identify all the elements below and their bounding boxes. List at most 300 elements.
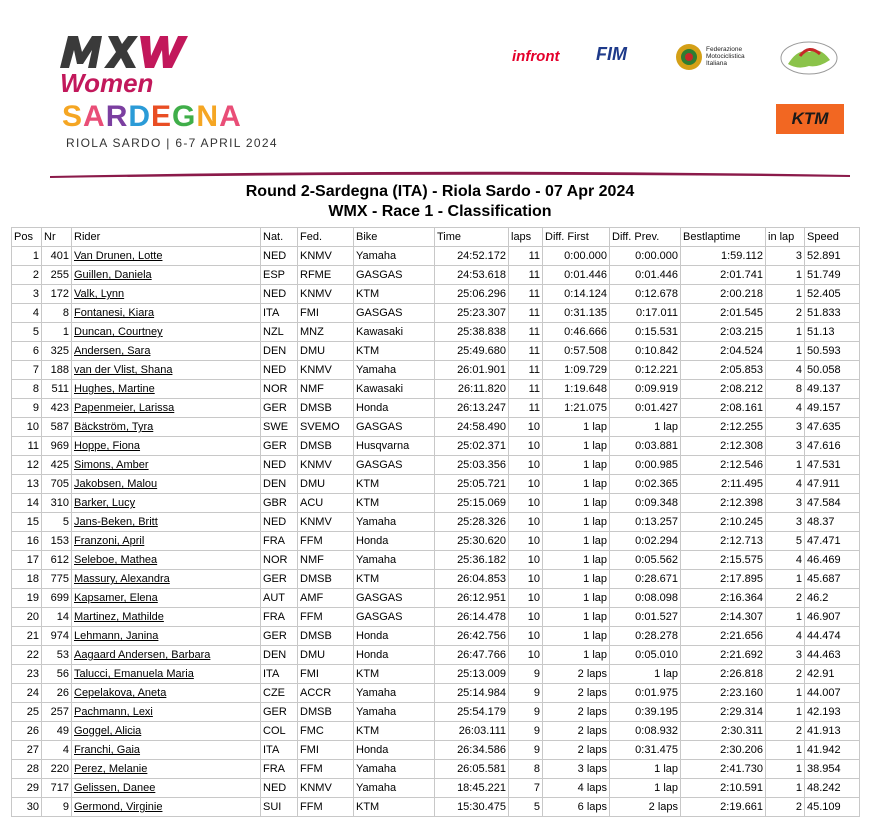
rider-link[interactable]: Valk, Lynn (72, 285, 261, 304)
nr-cell: 255 (42, 266, 72, 285)
bestlaptime-cell: 2:16.364 (681, 589, 766, 608)
laps-cell: 11 (509, 323, 543, 342)
speed-cell: 50.593 (805, 342, 860, 361)
in-lap-cell: 1 (766, 760, 805, 779)
laps-cell: 9 (509, 665, 543, 684)
diff-first-cell: 1 lap (543, 570, 610, 589)
bike-cell: Yamaha (354, 361, 435, 380)
diff-prev-cell: 0:28.278 (610, 627, 681, 646)
bike-cell: GASGAS (354, 456, 435, 475)
speed-cell: 41.942 (805, 741, 860, 760)
nr-cell: 717 (42, 779, 72, 798)
fed-cell: SVEMO (298, 418, 354, 437)
diff-prev-cell: 0:05.562 (610, 551, 681, 570)
fmi-emblem-icon (674, 42, 704, 72)
rider-link[interactable]: van der Vlist, Shana (72, 361, 261, 380)
nat-cell: GBR (261, 494, 298, 513)
rider-link[interactable]: Franchi, Gaia (72, 741, 261, 760)
diff-prev-cell: 0:08.932 (610, 722, 681, 741)
in-lap-cell: 1 (766, 456, 805, 475)
rider-link[interactable]: Guillen, Daniela (72, 266, 261, 285)
nr-cell: 511 (42, 380, 72, 399)
bike-cell: GASGAS (354, 608, 435, 627)
table-row (12, 722, 860, 741)
rider-link[interactable]: Duncan, Courtney (72, 323, 261, 342)
fed-cell: FMC (298, 722, 354, 741)
nr-cell: 153 (42, 532, 72, 551)
in-lap-cell: 4 (766, 627, 805, 646)
fed-cell: DMU (298, 646, 354, 665)
speed-cell: 50.058 (805, 361, 860, 380)
rider-link[interactable]: Kapsamer, Elena (72, 589, 261, 608)
sardegna-logo-text: SARDEGNA (62, 100, 242, 133)
nat-cell: GER (261, 570, 298, 589)
table-row (12, 798, 860, 817)
fed-cell: KNMV (298, 456, 354, 475)
table-row (12, 494, 860, 513)
table-row (12, 646, 860, 665)
nat-cell: ITA (261, 741, 298, 760)
in-lap-cell: 1 (766, 741, 805, 760)
diff-prev-cell: 0:28.671 (610, 570, 681, 589)
bestlaptime-cell: 2:11.495 (681, 475, 766, 494)
time-cell: 25:06.296 (435, 285, 509, 304)
bestlaptime-cell: 2:14.307 (681, 608, 766, 627)
diff-prev-cell: 0:01.446 (610, 266, 681, 285)
column-header-diff-prev: Diff. Prev. (610, 228, 681, 247)
bestlaptime-cell: 2:00.218 (681, 285, 766, 304)
bestlaptime-cell: 2:08.212 (681, 380, 766, 399)
time-cell: 26:13.247 (435, 399, 509, 418)
diff-first-cell: 2 laps (543, 684, 610, 703)
bestlaptime-cell: 2:10.245 (681, 513, 766, 532)
pos-cell: 21 (12, 627, 42, 646)
bike-cell: KTM (354, 475, 435, 494)
laps-cell: 9 (509, 703, 543, 722)
time-cell: 25:36.182 (435, 551, 509, 570)
in-lap-cell: 2 (766, 722, 805, 741)
speed-cell: 48.37 (805, 513, 860, 532)
nr-cell: 587 (42, 418, 72, 437)
pos-cell: 30 (12, 798, 42, 817)
speed-cell: 52.891 (805, 247, 860, 266)
rider-link[interactable]: Talucci, Emanuela Maria (72, 665, 261, 684)
laps-cell: 10 (509, 608, 543, 627)
rider-link[interactable]: Martinez, Mathilde (72, 608, 261, 627)
column-header-time: Time (435, 228, 509, 247)
table-row (12, 570, 860, 589)
event-header-banner (10, 0, 868, 178)
rider-link[interactable]: Franzoni, April (72, 532, 261, 551)
in-lap-cell: 4 (766, 399, 805, 418)
table-row (12, 361, 860, 380)
bestlaptime-cell: 2:05.853 (681, 361, 766, 380)
fed-cell: FMI (298, 665, 354, 684)
table-row (12, 399, 860, 418)
rider-link[interactable]: Hughes, Martine (72, 380, 261, 399)
event-date-location: RIOLA SARDO | 6-7 APRIL 2024 (66, 136, 278, 150)
nat-cell: NED (261, 456, 298, 475)
diff-first-cell: 2 laps (543, 722, 610, 741)
classification-table (11, 227, 860, 817)
bike-cell: KTM (354, 665, 435, 684)
fed-cell: KNMV (298, 285, 354, 304)
nat-cell: NED (261, 361, 298, 380)
diff-first-cell: 0:01.446 (543, 266, 610, 285)
bike-cell: Yamaha (354, 513, 435, 532)
rider-link[interactable]: Gelissen, Danee (72, 779, 261, 798)
nr-cell: 49 (42, 722, 72, 741)
pos-cell: 1 (12, 247, 42, 266)
diff-prev-cell: 0:00.000 (610, 247, 681, 266)
nat-cell: NOR (261, 551, 298, 570)
speed-cell: 47.616 (805, 437, 860, 456)
pos-cell: 18 (12, 570, 42, 589)
diff-prev-cell: 0:09.919 (610, 380, 681, 399)
bestlaptime-cell: 2:01.545 (681, 304, 766, 323)
diff-first-cell: 6 laps (543, 798, 610, 817)
time-cell: 25:30.620 (435, 532, 509, 551)
table-row (12, 779, 860, 798)
in-lap-cell: 2 (766, 665, 805, 684)
rider-link[interactable]: Germond, Virginie (72, 798, 261, 817)
pos-cell: 9 (12, 399, 42, 418)
bestlaptime-cell: 2:17.895 (681, 570, 766, 589)
nat-cell: GER (261, 627, 298, 646)
pos-cell: 3 (12, 285, 42, 304)
diff-prev-cell: 0:09.348 (610, 494, 681, 513)
pos-cell: 27 (12, 741, 42, 760)
diff-first-cell: 1 lap (543, 608, 610, 627)
nr-cell: 257 (42, 703, 72, 722)
rider-link[interactable]: Papenmeier, Larissa (72, 399, 261, 418)
diff-first-cell: 1:19.648 (543, 380, 610, 399)
laps-cell: 5 (509, 798, 543, 817)
in-lap-cell: 1 (766, 342, 805, 361)
nr-cell: 4 (42, 741, 72, 760)
diff-first-cell: 1 lap (543, 456, 610, 475)
rider-link[interactable]: Andersen, Sara (72, 342, 261, 361)
diff-first-cell: 1 lap (543, 494, 610, 513)
rider-link[interactable]: Fontanesi, Kiara (72, 304, 261, 323)
time-cell: 25:15.069 (435, 494, 509, 513)
nat-cell: ESP (261, 266, 298, 285)
bike-cell: Yamaha (354, 760, 435, 779)
column-header-pos: Pos (12, 228, 42, 247)
column-header-nat: Nat. (261, 228, 298, 247)
diff-prev-cell: 0:12.678 (610, 285, 681, 304)
speed-cell: 49.157 (805, 399, 860, 418)
diff-prev-cell: 1 lap (610, 760, 681, 779)
fed-cell: FMI (298, 304, 354, 323)
sardegna-region-logo (778, 38, 840, 76)
bestlaptime-cell: 2:12.255 (681, 418, 766, 437)
in-lap-cell: 1 (766, 285, 805, 304)
table-row (12, 608, 860, 627)
table-row (12, 703, 860, 722)
pos-cell: 13 (12, 475, 42, 494)
bestlaptime-cell: 2:21.656 (681, 627, 766, 646)
table-row (12, 589, 860, 608)
laps-cell: 10 (509, 570, 543, 589)
nat-cell: GER (261, 437, 298, 456)
fed-cell: FFM (298, 532, 354, 551)
nat-cell: GER (261, 399, 298, 418)
in-lap-cell: 3 (766, 494, 805, 513)
speed-cell: 45.687 (805, 570, 860, 589)
nr-cell: 325 (42, 342, 72, 361)
in-lap-cell: 1 (766, 703, 805, 722)
bestlaptime-cell: 2:26.818 (681, 665, 766, 684)
pos-cell: 23 (12, 665, 42, 684)
time-cell: 26:05.581 (435, 760, 509, 779)
bike-cell: Kawasaki (354, 323, 435, 342)
speed-cell: 51.13 (805, 323, 860, 342)
diff-first-cell: 1 lap (543, 589, 610, 608)
bestlaptime-cell: 2:01.741 (681, 266, 766, 285)
rider-link[interactable]: Simons, Amber (72, 456, 261, 475)
time-cell: 25:05.721 (435, 475, 509, 494)
table-body (12, 247, 860, 817)
rider-link[interactable]: Aagaard Andersen, Barbara (72, 646, 261, 665)
column-header-laps: laps (509, 228, 543, 247)
diff-prev-cell: 2 laps (610, 798, 681, 817)
laps-cell: 11 (509, 380, 543, 399)
column-header-speed: Speed (805, 228, 860, 247)
table-row (12, 266, 860, 285)
fed-cell: FMI (298, 741, 354, 760)
laps-cell: 11 (509, 285, 543, 304)
bestlaptime-cell: 2:12.713 (681, 532, 766, 551)
nat-cell: CZE (261, 684, 298, 703)
in-lap-cell: 2 (766, 304, 805, 323)
laps-cell: 9 (509, 722, 543, 741)
bestlaptime-cell: 2:21.692 (681, 646, 766, 665)
laps-cell: 9 (509, 741, 543, 760)
pos-cell: 26 (12, 722, 42, 741)
bestlaptime-cell: 2:19.661 (681, 798, 766, 817)
in-lap-cell: 8 (766, 380, 805, 399)
speed-cell: 47.584 (805, 494, 860, 513)
rider-link[interactable]: Van Drunen, Lotte (72, 247, 261, 266)
bike-cell: GASGAS (354, 266, 435, 285)
in-lap-cell: 3 (766, 513, 805, 532)
mxw-women-logo (56, 30, 206, 100)
diff-prev-cell: 0:17.011 (610, 304, 681, 323)
in-lap-cell: 3 (766, 437, 805, 456)
diff-first-cell: 2 laps (543, 665, 610, 684)
pos-cell: 15 (12, 513, 42, 532)
diff-prev-cell: 1 lap (610, 418, 681, 437)
speed-cell: 49.137 (805, 380, 860, 399)
nat-cell: DEN (261, 342, 298, 361)
rider-link[interactable]: Jans-Beken, Britt (72, 513, 261, 532)
ktm-logo: KTM (776, 104, 844, 134)
table-row (12, 665, 860, 684)
speed-cell: 41.913 (805, 722, 860, 741)
pos-cell: 24 (12, 684, 42, 703)
infront-logo: infront (512, 48, 560, 65)
table-row (12, 437, 860, 456)
nr-cell: 969 (42, 437, 72, 456)
bestlaptime-cell: 2:41.730 (681, 760, 766, 779)
nat-cell: SUI (261, 798, 298, 817)
diff-first-cell: 1:09.729 (543, 361, 610, 380)
bestlaptime-cell: 2:03.215 (681, 323, 766, 342)
bike-cell: KTM (354, 494, 435, 513)
speed-cell: 52.405 (805, 285, 860, 304)
pos-cell: 7 (12, 361, 42, 380)
nr-cell: 699 (42, 589, 72, 608)
table-row (12, 741, 860, 760)
pos-cell: 4 (12, 304, 42, 323)
laps-cell: 11 (509, 361, 543, 380)
nat-cell: NZL (261, 323, 298, 342)
laps-cell: 10 (509, 437, 543, 456)
bestlaptime-cell: 2:23.160 (681, 684, 766, 703)
nr-cell: 172 (42, 285, 72, 304)
laps-cell: 11 (509, 399, 543, 418)
laps-cell: 10 (509, 494, 543, 513)
speed-cell: 46.469 (805, 551, 860, 570)
table-row (12, 285, 860, 304)
table-row (12, 342, 860, 361)
bike-cell: Yamaha (354, 703, 435, 722)
in-lap-cell: 1 (766, 779, 805, 798)
speed-cell: 44.463 (805, 646, 860, 665)
pos-cell: 20 (12, 608, 42, 627)
rider-link[interactable]: Perez, Melanie (72, 760, 261, 779)
pos-cell: 14 (12, 494, 42, 513)
bike-cell: KTM (354, 722, 435, 741)
diff-prev-cell: 0:01.427 (610, 399, 681, 418)
laps-cell: 10 (509, 418, 543, 437)
race-title: WMX - Race 1 - Classification (328, 203, 552, 220)
nat-cell: AUT (261, 589, 298, 608)
diff-prev-cell: 0:00.985 (610, 456, 681, 475)
table-row (12, 247, 860, 266)
table-row (12, 684, 860, 703)
fed-cell: KNMV (298, 779, 354, 798)
time-cell: 26:12.951 (435, 589, 509, 608)
rider-link[interactable]: Pachmann, Lexi (72, 703, 261, 722)
nr-cell: 775 (42, 570, 72, 589)
rider-link[interactable]: Seleboe, Mathea (72, 551, 261, 570)
rider-link[interactable]: Cepelakova, Aneta (72, 684, 261, 703)
fed-cell: FFM (298, 608, 354, 627)
laps-cell: 8 (509, 760, 543, 779)
fed-cell: KNMV (298, 361, 354, 380)
nr-cell: 310 (42, 494, 72, 513)
rider-link[interactable]: Jakobsen, Malou (72, 475, 261, 494)
fed-cell: NMF (298, 551, 354, 570)
nr-cell: 1 (42, 323, 72, 342)
bestlaptime-cell: 2:08.161 (681, 399, 766, 418)
rider-link[interactable]: Barker, Lucy (72, 494, 261, 513)
diff-prev-cell: 0:05.010 (610, 646, 681, 665)
fed-cell: FFM (298, 760, 354, 779)
bike-cell: Honda (354, 399, 435, 418)
time-cell: 26:01.901 (435, 361, 509, 380)
nr-cell: 612 (42, 551, 72, 570)
svg-text:Women: Women (60, 68, 154, 98)
time-cell: 25:49.680 (435, 342, 509, 361)
fed-cell: DMSB (298, 703, 354, 722)
time-cell: 24:58.490 (435, 418, 509, 437)
diff-prev-cell: 0:39.195 (610, 703, 681, 722)
rider-link[interactable]: Massury, Alexandra (72, 570, 261, 589)
time-cell: 18:45.221 (435, 779, 509, 798)
time-cell: 25:28.326 (435, 513, 509, 532)
laps-cell: 7 (509, 779, 543, 798)
laps-cell: 9 (509, 684, 543, 703)
bike-cell: KTM (354, 570, 435, 589)
header-divider-swoosh (50, 170, 850, 178)
pos-cell: 2 (12, 266, 42, 285)
diff-prev-cell: 0:02.294 (610, 532, 681, 551)
rider-link[interactable]: Bäckström, Tyra (72, 418, 261, 437)
time-cell: 26:14.478 (435, 608, 509, 627)
speed-cell: 47.635 (805, 418, 860, 437)
bestlaptime-cell: 2:15.575 (681, 551, 766, 570)
in-lap-cell: 3 (766, 646, 805, 665)
laps-cell: 10 (509, 513, 543, 532)
laps-cell: 11 (509, 266, 543, 285)
nr-cell: 5 (42, 513, 72, 532)
laps-cell: 10 (509, 627, 543, 646)
time-cell: 24:52.172 (435, 247, 509, 266)
nat-cell: NED (261, 285, 298, 304)
pos-cell: 19 (12, 589, 42, 608)
rider-link[interactable]: Lehmann, Janina (72, 627, 261, 646)
pos-cell: 29 (12, 779, 42, 798)
bestlaptime-cell: 1:59.112 (681, 247, 766, 266)
round-title: Round 2-Sardegna (ITA) - Riola Sardo - 07 Apr 2024 (245, 183, 635, 200)
bike-cell: Honda (354, 532, 435, 551)
table-row (12, 760, 860, 779)
in-lap-cell: 5 (766, 532, 805, 551)
nr-cell: 974 (42, 627, 72, 646)
speed-cell: 48.242 (805, 779, 860, 798)
speed-cell: 47.471 (805, 532, 860, 551)
laps-cell: 10 (509, 589, 543, 608)
diff-first-cell: 0:57.508 (543, 342, 610, 361)
nat-cell: ITA (261, 665, 298, 684)
fed-cell: NMF (298, 380, 354, 399)
in-lap-cell: 1 (766, 266, 805, 285)
column-header-diff-first: Diff. First (543, 228, 610, 247)
fed-cell: MNZ (298, 323, 354, 342)
nr-cell: 14 (42, 608, 72, 627)
nr-cell: 423 (42, 399, 72, 418)
speed-cell: 47.911 (805, 475, 860, 494)
rider-link[interactable]: Hoppe, Fiona (72, 437, 261, 456)
bike-cell: Husqvarna (354, 437, 435, 456)
time-cell: 24:53.618 (435, 266, 509, 285)
diff-prev-cell: 0:08.098 (610, 589, 681, 608)
rider-link[interactable]: Goggel, Alicia (72, 722, 261, 741)
pos-cell: 11 (12, 437, 42, 456)
laps-cell: 10 (509, 646, 543, 665)
speed-cell: 42.91 (805, 665, 860, 684)
bestlaptime-cell: 2:30.311 (681, 722, 766, 741)
diff-first-cell: 0:31.135 (543, 304, 610, 323)
laps-cell: 11 (509, 304, 543, 323)
time-cell: 25:38.838 (435, 323, 509, 342)
nr-cell: 56 (42, 665, 72, 684)
fed-cell: KNMV (298, 513, 354, 532)
laps-cell: 10 (509, 532, 543, 551)
